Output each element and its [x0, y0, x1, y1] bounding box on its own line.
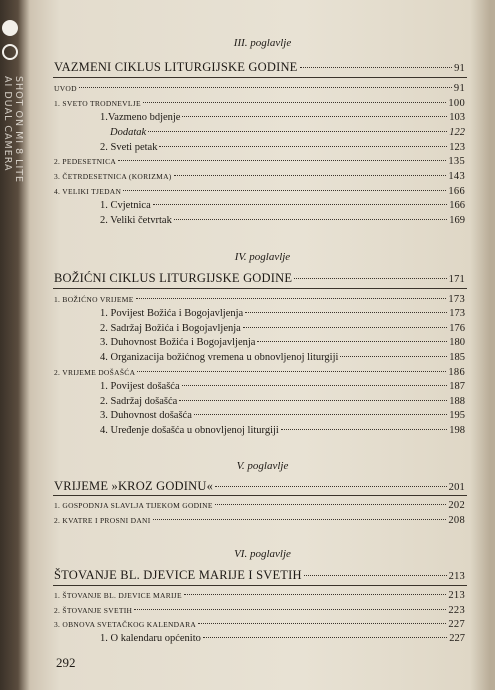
watermark-dot-icon [2, 20, 18, 36]
toc-entry: 2. PEDESETNICA 135 [54, 156, 465, 167]
chapter-heading: VI. poglavlje [234, 548, 291, 560]
toc-entry: ŠTOVANJE BL. DJEVICE MARIJE I SVETIH 213 [54, 568, 465, 582]
divider [53, 288, 467, 289]
toc-entry: 2. Sadržaj Božića i Bogojavljenja 176 [100, 323, 465, 334]
toc-entry: 1.Vazmeno bdjenje 103 [100, 112, 465, 123]
divider [53, 77, 467, 78]
toc-entry: 1. Povijest Božića i Bogojavljenja 173 [100, 308, 465, 319]
toc-entry: 1. Cvjetnica 166 [100, 200, 465, 211]
toc-entry: VAZMENI CIKLUS LITURGIJSKE GODINE 91 [54, 60, 465, 74]
chapter-heading: III. poglavlje [233, 37, 292, 49]
toc-entry: UVOD 91 [54, 83, 465, 94]
toc-entry: 3. OBNOVA SVETAČKOG KALENDARA 227 [54, 619, 465, 630]
toc-entry: 2. Veliki četvrtak 169 [100, 215, 465, 226]
watermark-ring-icon [2, 44, 18, 60]
toc-entry: 2. VRIJEME DOŠAŠĆA 186 [54, 367, 465, 378]
toc-entry: 1. BOŽIĆNO VRIJEME 173 [54, 294, 465, 305]
toc-entry: 4. Uređenje došašća u obnovljenoj liturgiji 198 [100, 425, 465, 436]
divider [53, 495, 467, 496]
chapter-heading: IV. poglavlje [234, 251, 291, 263]
toc-entry: 1. SVETO TRODNEVLJE 100 [54, 98, 465, 109]
chapter-heading: V. poglavlje [236, 460, 289, 472]
toc-entry: 3. ČETRDESETNICA (KORIZMA) 143 [54, 171, 465, 182]
divider [53, 585, 467, 586]
toc-entry: VRIJEME »KROZ GODINU« 201 [54, 479, 465, 493]
toc-entry: 2. Sveti petak 123 [100, 142, 465, 153]
toc-entry: 2. ŠTOVANJE SVETIH 223 [54, 605, 465, 616]
toc-entry: BOŽIĆNI CIKLUS LITURGIJSKE GODINE 171 [54, 271, 465, 285]
page-number: 292 [56, 655, 76, 670]
toc-entry: 2. KVATRE I PROSNI DANI 208 [54, 515, 465, 526]
toc-entry: 1. O kalendaru općenito 227 [100, 633, 465, 644]
toc-entry: 1. Povijest došašća 187 [100, 381, 465, 392]
toc-entry: 2. Sadržaj došašća 188 [100, 396, 465, 407]
toc-page [30, 0, 495, 690]
toc-entry: 3. Duhovnost Božića i Bogojavljenja 180 [100, 337, 465, 348]
toc-entry: 4. VELIKI TJEDAN 166 [54, 186, 465, 197]
toc-entry: 4. Organizacija božićnog vremena u obnovljenoj liturgiji 185 [100, 352, 465, 363]
watermark-text: SHOT ON MI 8 LITE AI DUAL CAMERA [2, 76, 24, 184]
camera-watermark [0, 20, 28, 220]
toc-entry: 3. Duhovnost došašća 195 [100, 410, 465, 421]
toc-entry: 1. ŠTOVANJE BL. DJEVICE MARIJE 213 [54, 590, 465, 601]
toc-entry: 1. GOSPODNJA SLAVLJA TIJEKOM GODINE 202 [54, 500, 465, 511]
toc-entry: Dodatak 122 [110, 127, 465, 138]
